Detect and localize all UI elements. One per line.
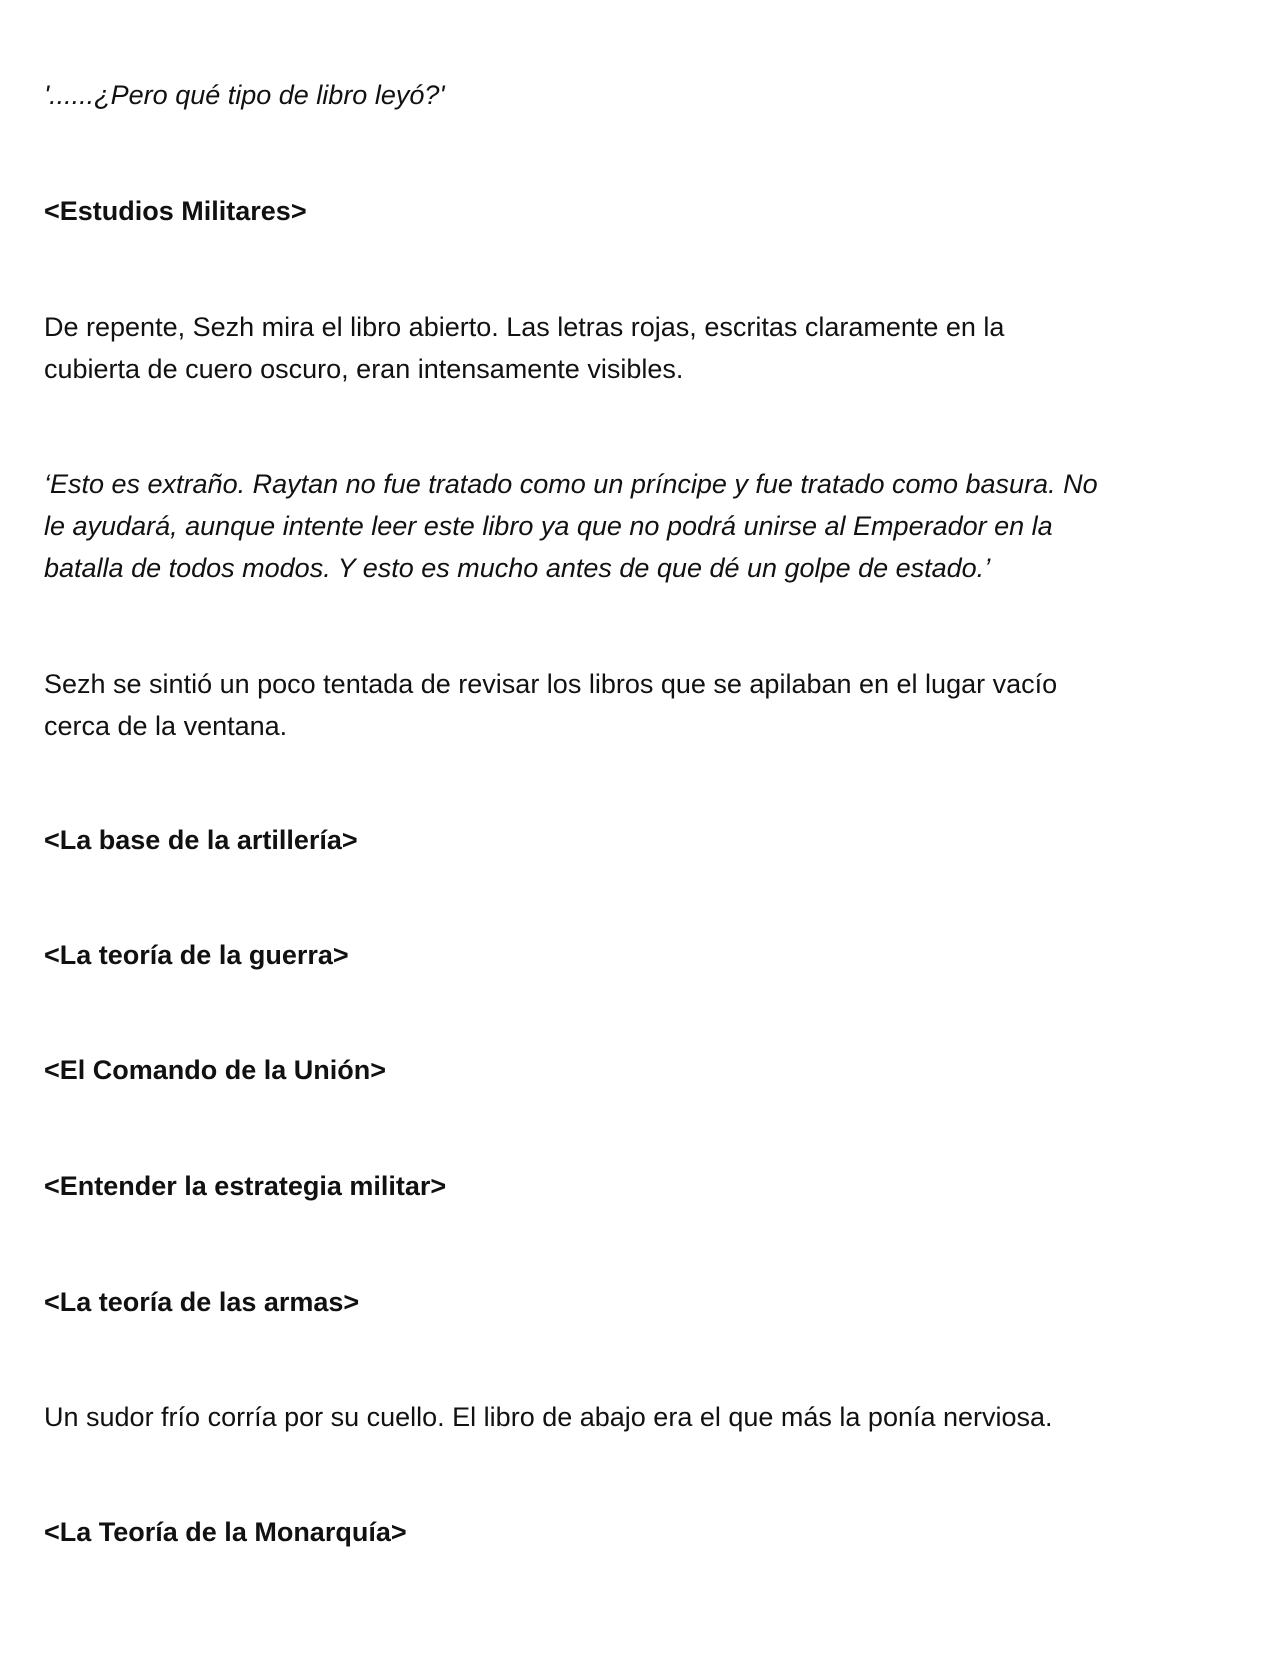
book-title-monarquia: <La Teoría de la Monarquía> (44, 1517, 407, 1547)
paragraph-line: cubierta de cuero oscuro, eran intensamente visibles. (44, 354, 684, 384)
thought-line: ‘Esto es extraño. Raytan no fue tratado como un príncipe y fue tratado como basura. No (44, 469, 1098, 499)
book-title: <El Comando de la Unión> (44, 1055, 387, 1085)
book-title: <La teoría de la guerra> (44, 940, 349, 970)
book-title: <La base de la artillería> (44, 825, 358, 855)
book-title: <Entender la estrategia militar> (44, 1171, 447, 1201)
paragraph-line: cerca de la ventana. (44, 711, 288, 741)
thought-line: le ayudará, aunque intente leer este libro ya que no podrá unirse al Emperador en la (44, 511, 1053, 541)
thought-line: batalla de todos modos. Y esto es mucho antes de que dé un golpe de estado.’ (44, 553, 991, 583)
book-title: <La teoría de las armas> (44, 1287, 360, 1317)
book-title-estudios-militares: <Estudios Militares> (44, 196, 307, 226)
opening-thought: '......¿Pero qué tipo de libro leyó?' (44, 80, 445, 110)
paragraph-line: De repente, Sezh mira el libro abierto. Las letras rojas, escritas claramente en la (44, 312, 1005, 342)
paragraph-line: Sezh se sintió un poco tentada de revisar los libros que se apilaban en el lugar vacío (44, 669, 1058, 699)
paragraph-line: Un sudor frío corría por su cuello. El libro de abajo era el que más la ponía nerviosa. (44, 1402, 1053, 1432)
